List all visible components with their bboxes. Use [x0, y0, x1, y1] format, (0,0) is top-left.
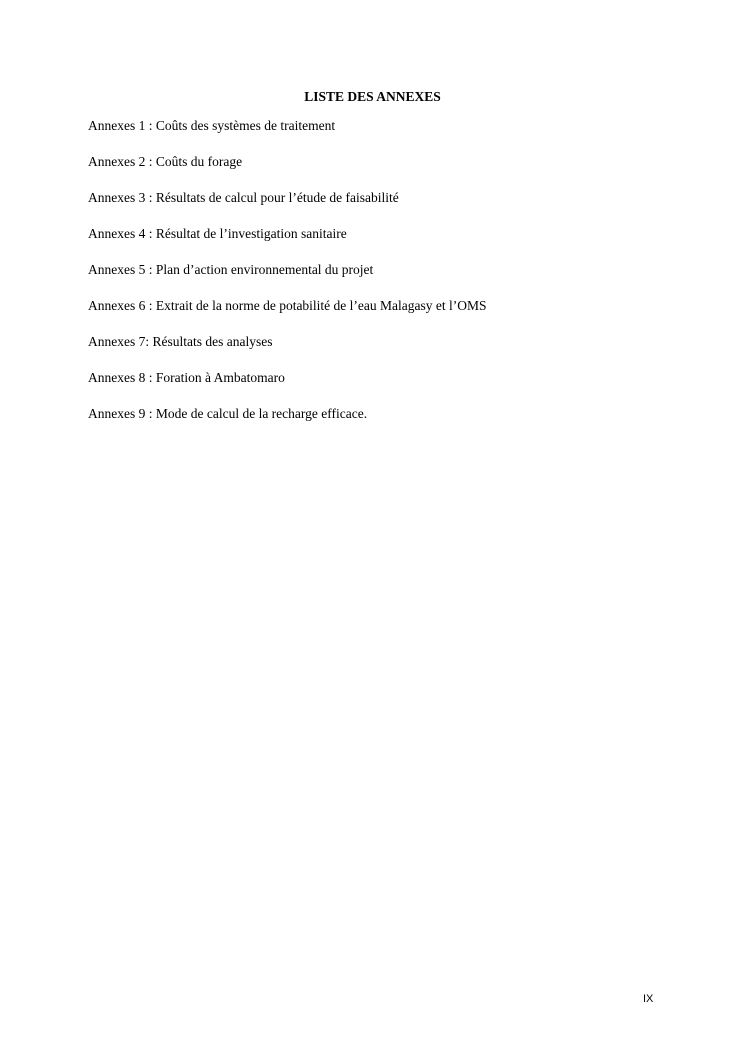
annex-item-3: Annexes 3 : Résultats de calcul pour l’étude de faisabilité: [88, 190, 399, 205]
page-number: IX: [643, 993, 654, 1005]
annex-item-4: Annexes 4 : Résultat de l’investigation sanitaire: [88, 226, 347, 241]
annex-list: [88, 117, 487, 441]
annex-item-9: Annexes 9 : Mode de calcul de la recharge efficace.: [88, 406, 368, 421]
annex-item-7: Annexes 7: Résultats des analyses: [88, 334, 273, 349]
annex-item-8: Annexes 8 : Foration à Ambatomaro: [88, 370, 285, 385]
page-title: LISTE DES ANNEXES: [304, 89, 441, 104]
annex-item-6: Annexes 6 : Extrait de la norme de potabilité de l’eau Malagasy et l’OMS: [88, 298, 487, 313]
annex-item-2: Annexes 2 : Coûts du forage: [88, 154, 243, 169]
annex-item-1: Annexes 1 : Coûts des systèmes de traitement: [88, 118, 336, 133]
annex-item-5: Annexes 5 : Plan d’action environnemental du projet: [88, 262, 374, 277]
